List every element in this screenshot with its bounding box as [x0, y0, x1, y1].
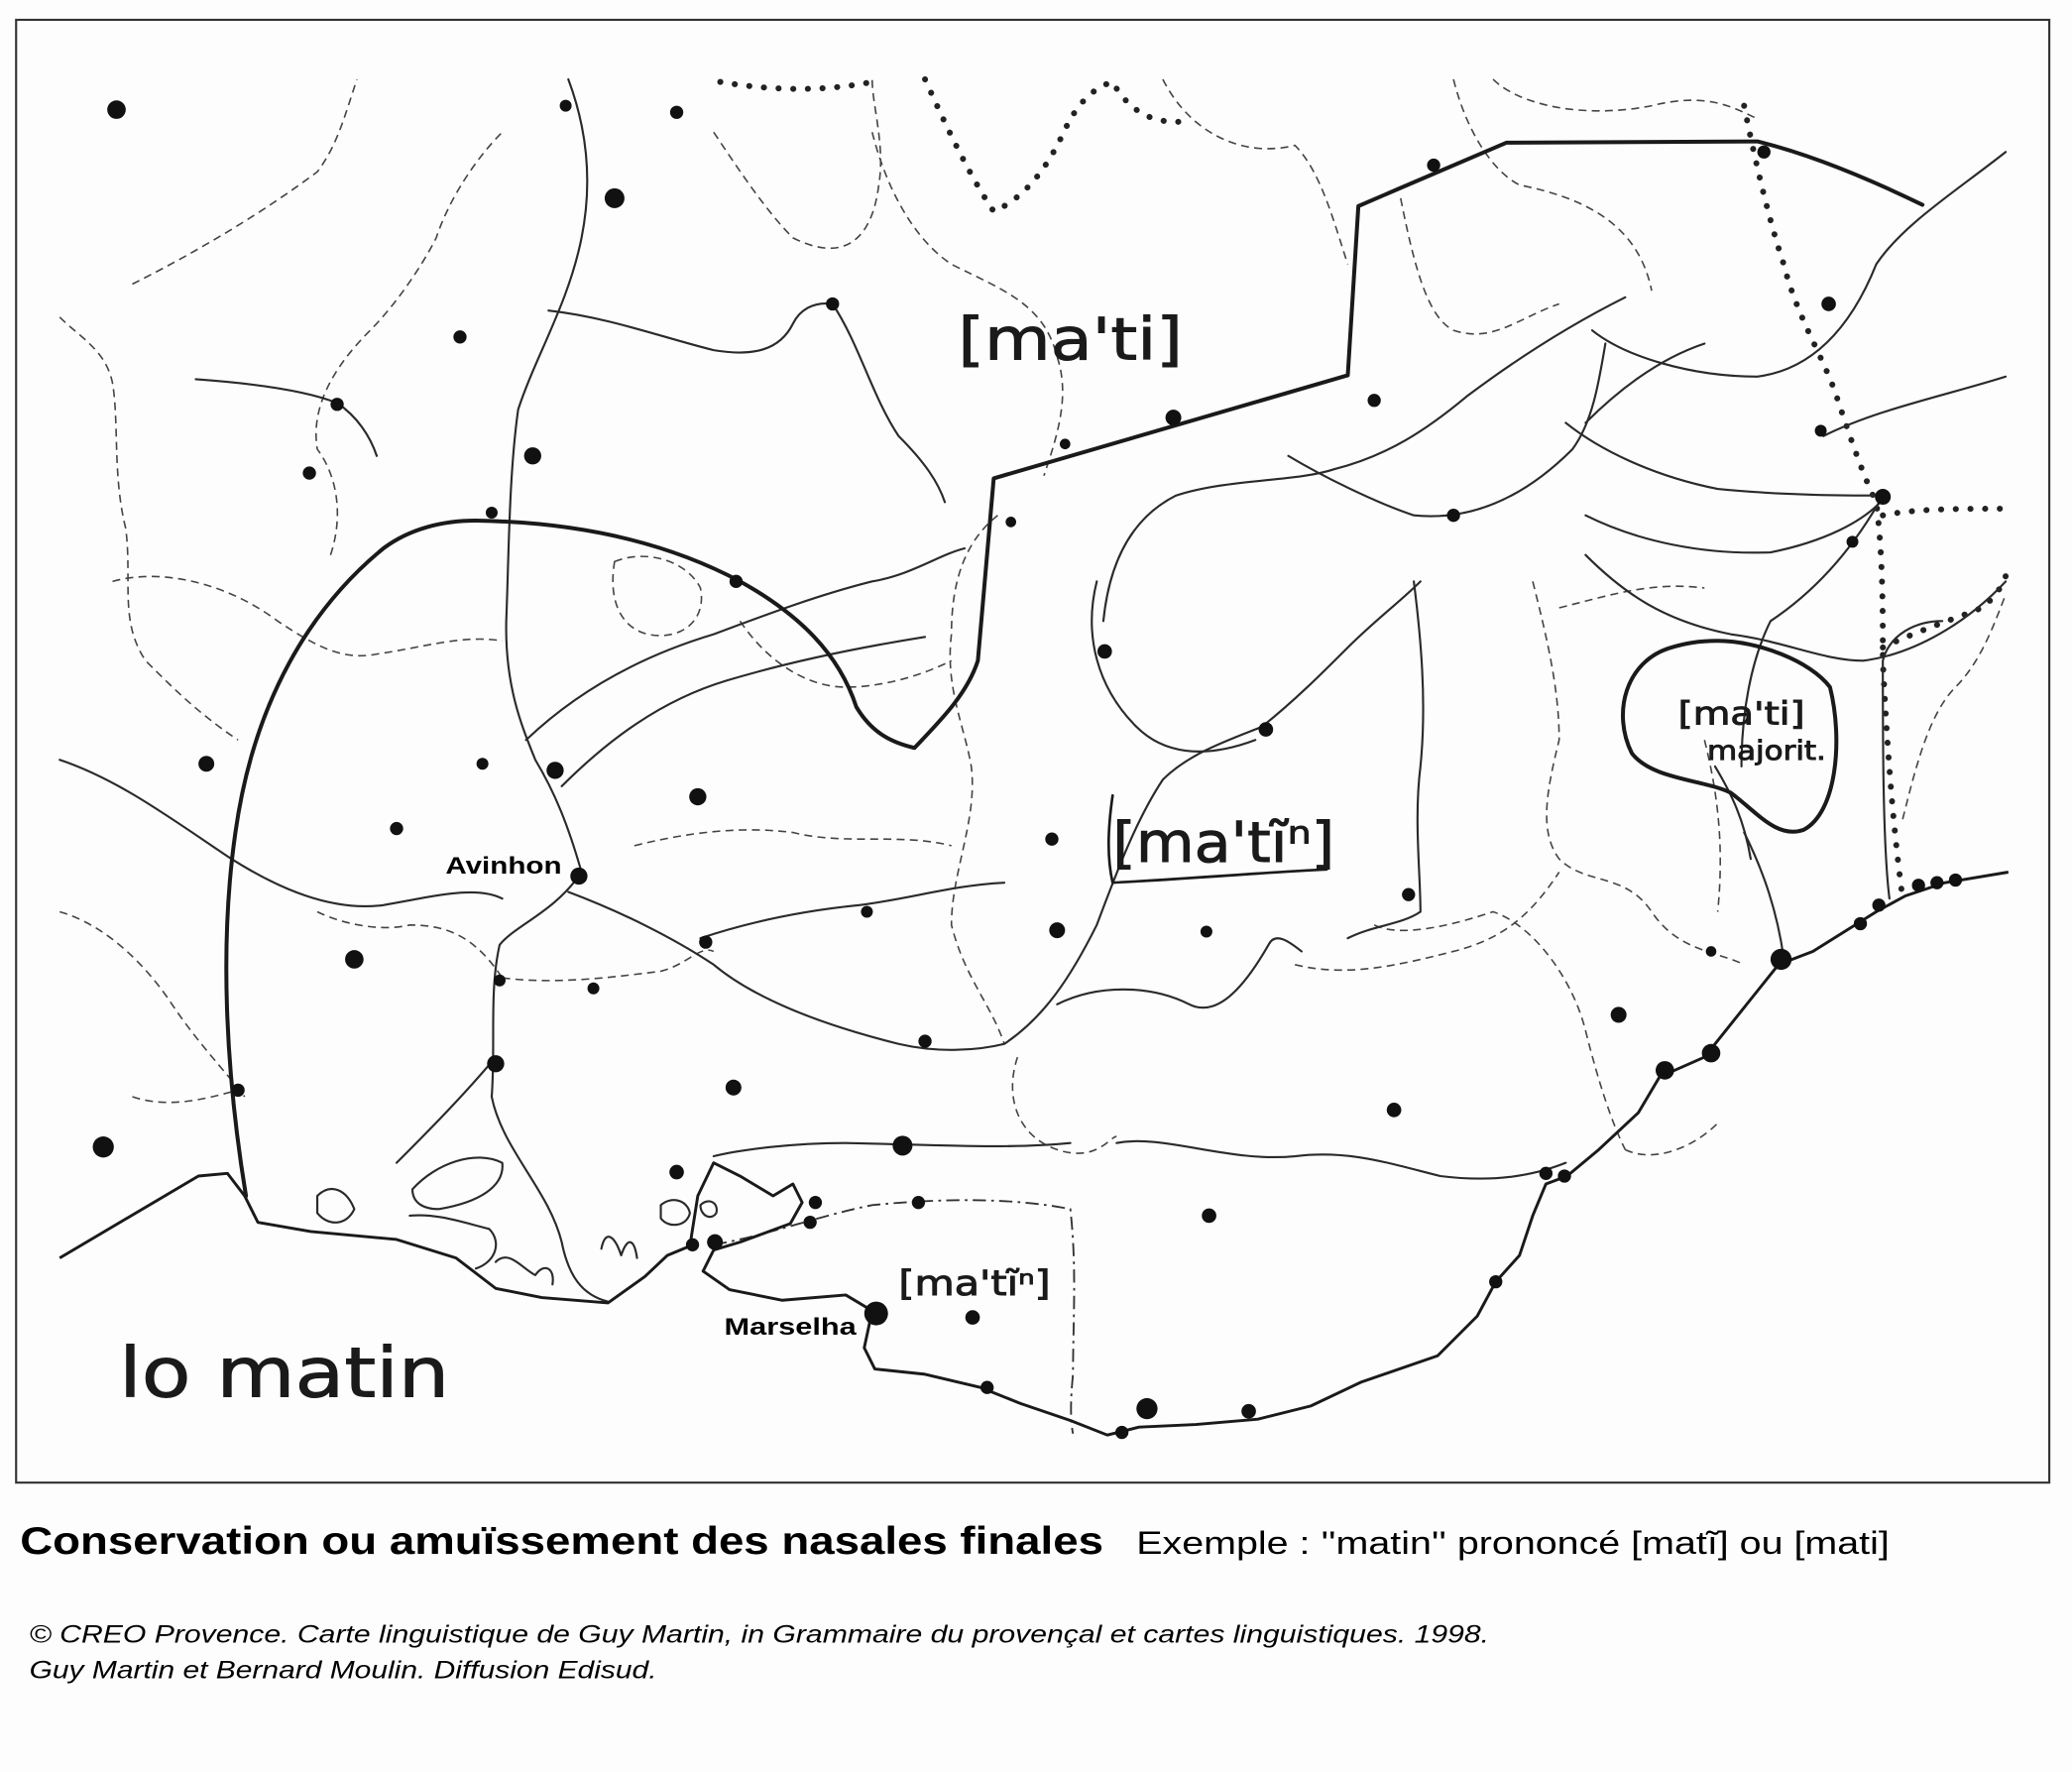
town-dot: [1611, 1006, 1627, 1022]
town-dot: [699, 935, 712, 948]
river: [526, 548, 965, 740]
town-dot: [560, 100, 572, 112]
department-border: [872, 132, 1063, 475]
dotted-boundary: [925, 79, 1183, 211]
department-border: [503, 950, 714, 981]
river: [1592, 152, 2006, 377]
town-dot: [980, 1381, 993, 1394]
river: [1092, 581, 1255, 752]
river: [548, 303, 945, 502]
river: [1289, 343, 1606, 516]
town-dot-toulon: [1136, 1398, 1157, 1419]
town-dot: [803, 1216, 816, 1229]
dialect-label-east-note: majorit.: [1706, 736, 1826, 768]
isoglosses: [226, 142, 1922, 1196]
river: [1585, 555, 2006, 661]
town-dot: [707, 1235, 723, 1250]
town-dot: [686, 1239, 699, 1251]
dialect-label-east: [ma'ti]: [1677, 694, 1805, 733]
river: [195, 379, 377, 455]
town-dot: [1005, 517, 1016, 528]
river: [1347, 581, 1423, 938]
map-heading: lo matin: [119, 1334, 450, 1414]
town-dot-marseille: [864, 1302, 888, 1326]
town-dot: [1115, 1426, 1128, 1439]
town-dot: [1702, 1044, 1721, 1063]
town-dot: [546, 762, 563, 778]
dotted-boundary: [1883, 509, 2002, 516]
town-dot: [486, 507, 498, 519]
town-dot: [689, 788, 706, 805]
town-dot: [892, 1135, 912, 1155]
caption-example: Exemple : ''matin'' prononcé [matĩ] ou [mati]: [1136, 1525, 1890, 1562]
town-dot: [524, 447, 541, 464]
town-dot: [1387, 1103, 1402, 1118]
town-dot: [1049, 922, 1065, 938]
department-border: [317, 911, 503, 978]
river-argens: [1116, 1141, 1565, 1179]
town-dot: [912, 1196, 925, 1209]
river: [701, 883, 1004, 938]
river: [714, 1143, 1071, 1156]
town-dot: [1367, 394, 1380, 407]
department-border: [1012, 1057, 1116, 1153]
lagoon: [412, 1157, 503, 1209]
etang-de-berre: [661, 1200, 690, 1225]
town-dot: [1949, 874, 1962, 886]
lagoon: [701, 1201, 717, 1217]
lagoon: [496, 1257, 553, 1284]
rivers: [59, 79, 2006, 1302]
town-dot: [1427, 159, 1439, 172]
town-dot: [1241, 1404, 1256, 1419]
town-dot-avignon: [570, 868, 587, 885]
town-dot: [107, 100, 126, 119]
town-dot: [1060, 438, 1071, 449]
river: [59, 760, 502, 906]
department-border: [113, 576, 503, 655]
dialect-label-north: [ma'ti]: [958, 305, 1183, 374]
department-border: [714, 79, 880, 248]
town-dot: [669, 1165, 684, 1180]
department-border: [1295, 873, 1559, 971]
town-dot: [1557, 1169, 1570, 1182]
town-dot: [1873, 898, 1886, 911]
town-dot: [487, 1055, 504, 1072]
dialect-label-centre: [ma'tĩⁿ]: [1112, 810, 1335, 876]
town-dot: [1202, 1209, 1216, 1224]
town-dot: [453, 330, 466, 343]
town-dot: [809, 1196, 822, 1209]
town-dot: [918, 1034, 931, 1047]
town-dot-nice: [1771, 949, 1791, 970]
department-border: [1401, 198, 1559, 334]
town-dot: [1815, 424, 1827, 436]
town-dot: [390, 822, 403, 835]
town-dot: [330, 398, 343, 411]
department-border: [133, 1090, 239, 1102]
river: [562, 637, 925, 786]
river: [1883, 621, 1942, 898]
town-dot: [1821, 296, 1836, 311]
lagoon: [317, 1189, 354, 1223]
town-dot: [1446, 509, 1459, 522]
river: [1565, 422, 1883, 495]
map-drawing: [59, 79, 2009, 1439]
town-dot: [302, 466, 315, 479]
town-dot: [93, 1136, 114, 1157]
town-dot: [1402, 887, 1415, 900]
credit-line-1: © CREO Provence. Carte linguistique de Guy Martin, in Grammaire du provençal et cartes linguistiques. 1998.: [29, 1620, 1490, 1649]
department-border: [133, 79, 358, 285]
town-dot: [1930, 877, 1943, 889]
department-border: [1163, 79, 1348, 265]
town-dot: [1854, 917, 1867, 930]
town-dot: [1097, 645, 1112, 659]
department-border: [1453, 79, 1652, 291]
river: [1585, 500, 1883, 553]
town-dot: [966, 1310, 980, 1325]
town-dot: [670, 106, 683, 119]
department-border: [1625, 1123, 1717, 1155]
department-border: [1374, 911, 1625, 1149]
river: [397, 1057, 496, 1163]
town-dot: [588, 983, 600, 995]
dotted-boundary: [721, 82, 872, 89]
credit-line-2: Guy Martin et Bernard Moulin. Diffusion Edisud.: [29, 1656, 657, 1685]
town-dot: [231, 1084, 244, 1097]
town-dot: [726, 1080, 742, 1096]
river-verdon: [1057, 938, 1302, 1007]
town-dot: [730, 575, 743, 588]
town-dot: [1045, 833, 1058, 846]
town-dot: [1259, 722, 1274, 737]
town-dot: [1875, 489, 1891, 505]
town-dot: [605, 188, 625, 208]
enclave-border: [613, 556, 701, 636]
town-dot: [1912, 879, 1925, 891]
department-border: [59, 911, 245, 1097]
river: [1823, 377, 2006, 436]
department-border: [634, 830, 952, 846]
dotted-boundary: [1883, 576, 2006, 648]
town-dot: [477, 758, 489, 769]
city-label-marseille: Marselha: [724, 1313, 858, 1341]
town-dot: [1656, 1061, 1674, 1080]
town-dot: [1706, 946, 1717, 957]
town-dot: [345, 950, 364, 969]
town-dot: [1540, 1167, 1553, 1180]
town-dot: [1166, 410, 1182, 425]
town-dot: [1758, 146, 1771, 159]
lagoon: [409, 1216, 496, 1269]
lagoon: [602, 1237, 637, 1257]
town-dot: [861, 905, 872, 917]
town-dot: [1489, 1275, 1502, 1288]
department-border: [1902, 595, 2006, 820]
caption-title: Conservation ou amuïssement des nasales finales: [20, 1520, 1103, 1564]
town-dot: [1201, 925, 1212, 937]
city-label-avignon: Avinhon: [445, 852, 562, 880]
department-border: [1493, 79, 1758, 119]
dialect-label-marseille: [ma'tĩⁿ]: [898, 1263, 1051, 1304]
town-dot: [1847, 535, 1859, 547]
department-border: [316, 132, 503, 554]
department-border: [1559, 586, 1705, 608]
town-dot: [494, 975, 506, 987]
department-border: [950, 516, 1004, 1044]
caption: [20, 1520, 1890, 1684]
town-dot: [826, 297, 839, 310]
town-dot: [198, 756, 214, 771]
isogloss-line-main: [226, 142, 1922, 1196]
